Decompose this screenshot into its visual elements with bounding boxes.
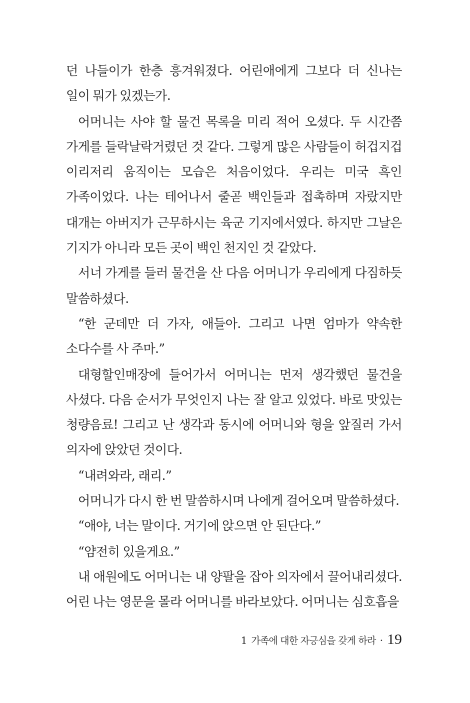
chapter-number: 1 xyxy=(240,636,248,647)
page-number: 19 xyxy=(387,632,402,648)
footer-separator: · xyxy=(379,636,383,647)
paragraph: 서너 가게를 들러 물건을 산 다음 어머니가 우리에게 다짐하듯 말씀하셨다. xyxy=(66,265,402,306)
running-title: 가족에 대한 자긍심을 갖게 하라 xyxy=(251,636,376,647)
dialogue-line: “애야, 너는 말이다. 거기에 앉으면 안 된단다.” xyxy=(78,518,321,534)
dialogue-line: “얌전히 있을게요.” xyxy=(78,543,180,559)
dialogue-line: “내려와라, 래리.” xyxy=(78,467,172,483)
paragraph: 어머니가 다시 한 번 말씀하시며 나에게 걸어오며 말씀하셨다. xyxy=(78,493,400,509)
page-footer xyxy=(241,632,402,649)
paragraph-continuation: 던 나들이가 한층 흥겨워졌다. 어린애에게 그보다 더 신나는 일이 뭐가 있겠는가. xyxy=(66,63,402,104)
paragraph: 어머니는 사야 할 물건 목록을 미리 적어 오셨다. 두 시간쯤 가게를 들락날락거렸던 것 같다. 그렇게 많은 사람들이 허겁지겁 이리저리 움직이는 모습은 처음이었다. 우리는 미국 흑인 가족이었다. 나는 테어나서 줄곧 백인들과 접촉하며 자랐지만 대개는 아버지가 근무하시는 육군 기지에서였다. 하지만 그날은 기지가 아니라 모든 곳이 백인 천지인 것 같았다. xyxy=(66,113,402,256)
body-text xyxy=(66,58,402,615)
paragraph: 대형할인매장에 들어가서 어머니는 먼저 생각했던 물건을 사셨다. 다음 순서가 무엇인지 나는 잘 알고 있었다. 바로 맛있는 청량음료! 그리고 난 생각과 동시에 어머니와 형을 앞질러 가서 의자에 앉았던 것이다. xyxy=(66,366,402,458)
paragraph: 내 애원에도 어머니는 내 양팔을 잡아 의자에서 끌어내리셨다. 어린 나는 영문을 몰라 어머니를 바라보았다. 어머니는 심호흡을 xyxy=(66,568,402,610)
dialogue-line: “한 군데만 더 가자, 애들아. 그리고 나면 엄마가 약속한 소다수를 사 주마.” xyxy=(66,315,402,357)
